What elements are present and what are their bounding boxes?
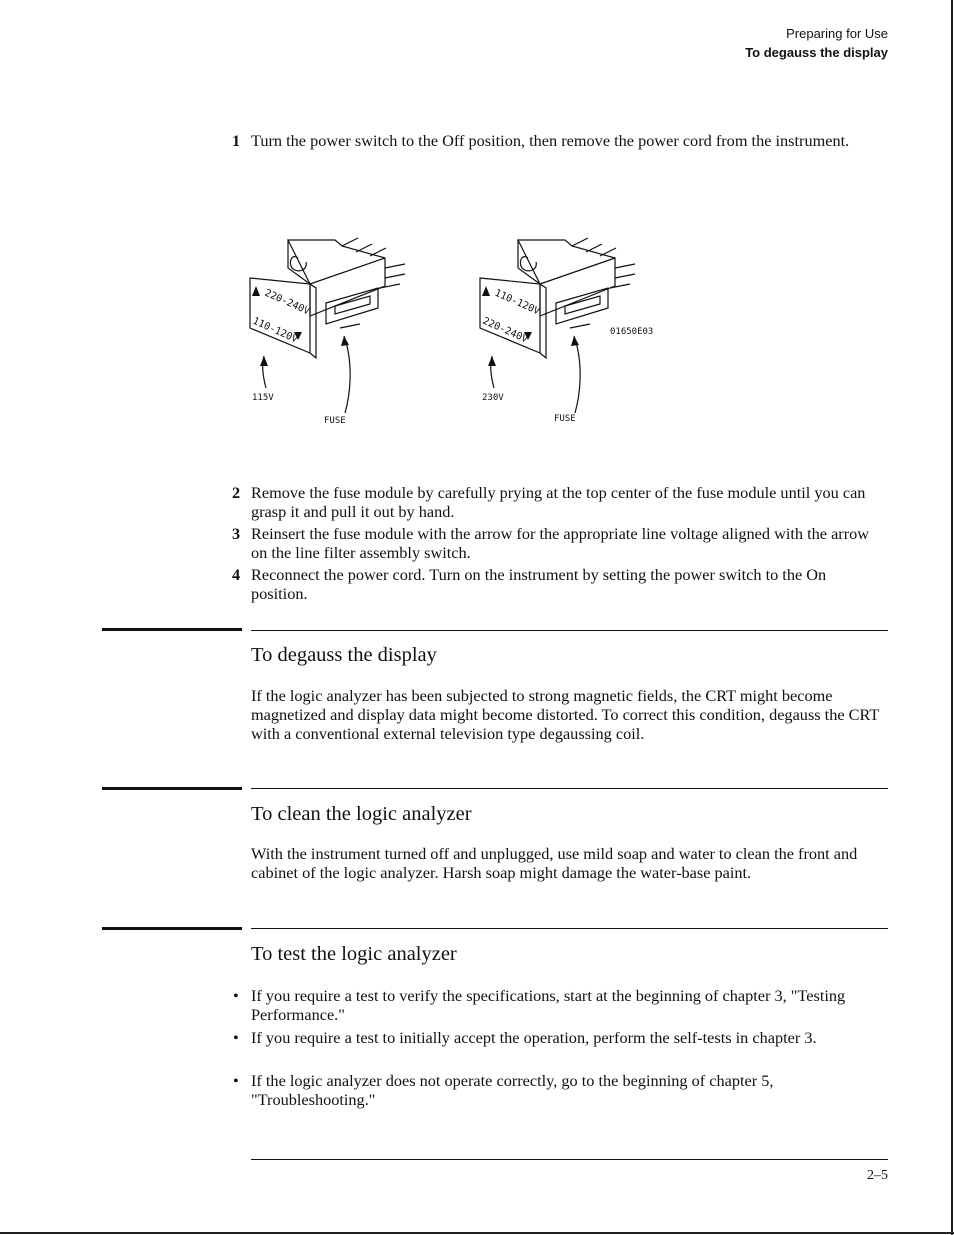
header-chapter: Preparing for Use — [786, 26, 888, 41]
step-number: 3 — [232, 524, 241, 543]
section-heading-degauss: To degauss the display — [251, 644, 437, 666]
step-1 — [232, 132, 872, 151]
bullet-item — [232, 987, 872, 1024]
section-rule-thin — [251, 630, 888, 631]
section-rule-thick — [102, 787, 242, 790]
step-text: Reinsert the fuse module with the arrow for the appropriate line voltage aligned with the arrow on the line filter assembly switch. — [251, 524, 870, 562]
step-2 — [232, 484, 872, 521]
section-rule-thick — [102, 927, 242, 930]
bullet-glyph: • — [233, 1028, 239, 1047]
right-up-arrow — [482, 286, 490, 296]
section-rule-thick — [102, 628, 242, 631]
section-heading-test: To test the logic analyzer — [251, 943, 457, 965]
step-text: Remove the fuse module by carefully prying at the top center of the fuse module until you can grasp it and pull it out by hand. — [251, 483, 866, 521]
bullet-text: If you require a test to initially accept the operation, perform the self-tests in chapter 3. — [251, 1028, 817, 1047]
page-border-bottom — [0, 1232, 954, 1234]
left-fuse-callout: FUSE — [324, 416, 346, 426]
left-upper-label: 220-240V — [262, 287, 312, 318]
page-border-right — [951, 0, 953, 1235]
section-body-degauss: If the logic analyzer has been subjected to strong magnetic fields, the CRT might become magnetized and display data might become distorted. To correct this condition, degauss the CRT with a conventional external television type degaussing coil. — [251, 686, 880, 743]
fuse-module-figure — [240, 228, 670, 433]
bullet-text: If you require a test to verify the specifications, start at the beginning of chapter 3, "Testing Performance." — [251, 986, 846, 1024]
running-header — [745, 24, 888, 62]
step-number: 1 — [232, 131, 241, 150]
left-fuse-arrow — [344, 336, 350, 413]
left-up-arrow — [252, 286, 260, 296]
right-voltage-callout: 230V — [482, 393, 504, 403]
right-upper-label: 110-120V — [492, 287, 542, 318]
step-number: 2 — [232, 483, 241, 502]
bullet-item — [232, 1072, 872, 1109]
bullet-item — [232, 1029, 872, 1048]
bullet-glyph: • — [233, 1071, 239, 1090]
right-lower-label: 220-240V — [480, 315, 530, 346]
section-body-clean: With the instrument turned off and unplugged, use mild soap and water to clean the front and cabinet of the logic analyzer. Harsh soap might damage the water-base paint. — [251, 844, 858, 882]
step-4 — [232, 566, 872, 603]
left-voltage-callout: 115V — [252, 393, 274, 403]
step-number: 4 — [232, 565, 241, 584]
section-rule-thin — [251, 928, 888, 929]
page-number: 2–5 — [867, 1168, 888, 1183]
section-heading-clean: To clean the logic analyzer — [251, 803, 472, 825]
step-text: Turn the power switch to the Off position, then remove the power cord from the instrument. — [251, 131, 850, 150]
step-text: Reconnect the power cord. Turn on the instrument by setting the power switch to the On position. — [251, 565, 827, 603]
right-fuse-arrow — [574, 336, 580, 413]
header-section: To degauss the display — [745, 45, 888, 60]
bullet-text: If the logic analyzer does not operate correctly, go to the beginning of chapter 5, "Troubleshooting." — [251, 1071, 774, 1109]
figure-id: 01650E03 — [610, 327, 654, 337]
section-rule-thin — [251, 788, 888, 789]
right-fuse-callout: FUSE — [554, 414, 576, 424]
bullet-glyph: • — [233, 986, 239, 1005]
step-3 — [232, 525, 872, 562]
footer-rule — [251, 1159, 888, 1160]
left-lower-label: 110-120V — [250, 315, 300, 346]
